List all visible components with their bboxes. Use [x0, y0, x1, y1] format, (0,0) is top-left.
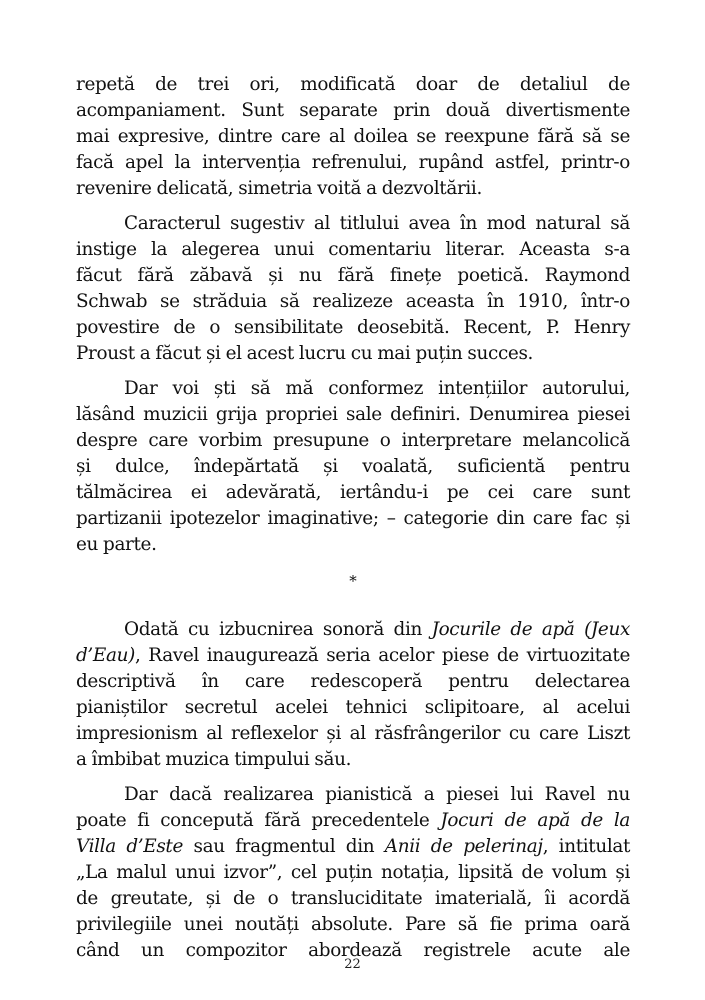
text-line: partizanii ipotezelor imaginative; – categorie din care fac și — [76, 508, 630, 529]
text-line: „La malul unui izvor”, cel puțin notația, lipsită de volum și — [76, 862, 630, 883]
text-line: privilegiile unei noutăți absolute. Pare să fie prima oară — [76, 914, 630, 935]
italic-title: d’Eau) — [76, 645, 135, 666]
text-line — [76, 617, 630, 643]
text-line: Caracterul sugestiv al titlului avea în mod natural să — [124, 213, 630, 234]
italic-title: Villa d’Este — [76, 836, 183, 857]
text-line: făcut fără zăbavă și nu fără finețe poetică. Raymond — [76, 265, 630, 286]
text-line: mai expresive, dintre care al doilea se reexpune fără să se — [76, 126, 630, 147]
text-line: de greutate, și de o transluciditate imaterială, îi acordă — [76, 888, 630, 909]
page-number: 22 — [344, 957, 361, 972]
paragraph-3 — [76, 376, 630, 558]
text-line: repetă de trei ori, modificată doar de detaliul de — [76, 74, 630, 95]
text-line: când un compozitor abordează registrele acute ale — [76, 940, 630, 961]
page-body — [76, 72, 630, 964]
text-line: Dar dacă realizarea pianistică a piesei lui Ravel nu — [124, 784, 630, 805]
italic-title: Jocurile de apă (Jeux — [431, 619, 630, 640]
text-line: Schwab se străduia să realizeze aceasta în 1910, într-o — [76, 291, 630, 312]
text-line: acompaniament. Sunt separate prin două divertismente — [76, 100, 630, 121]
text-run: , intitulat — [542, 836, 631, 857]
text-line — [76, 808, 630, 834]
paragraph-4 — [76, 617, 630, 773]
text-run: sau fragmentul din — [182, 836, 385, 857]
text-line: lăsând muzicii grija propriei sale definiri. Denumirea piesei — [76, 404, 630, 425]
text-line: impresionism al reflexelor și al răsfrângerilor cu care Liszt — [76, 723, 630, 744]
text-run: poate fi concepută fără precedentele — [76, 810, 441, 831]
italic-title: Anii de pelerinaj — [384, 836, 543, 857]
text-line: Proust a făcut și el acest lucru cu mai puțin succes. — [76, 343, 534, 364]
text-line: și dulce, îndepărtată și voalată, suficientă pentru — [76, 456, 630, 477]
text-run: , Ravel inaugurează seria acelor piese de virtuozitate — [134, 645, 630, 666]
text-line: descriptivă în care redescoperă pentru delectarea — [76, 671, 630, 692]
text-line: Dar voi ști să mă conformez intențiilor autorului, — [124, 378, 630, 399]
paragraph-2 — [76, 211, 630, 367]
text-line — [76, 834, 630, 860]
text-line: facă apel la intervenția refrenului, rupând astfel, printr-o — [76, 152, 630, 173]
italic-title: Jocuri de apă de la — [440, 810, 630, 831]
text-line: tălmăcirea ei adevărată, iertându-i pe cei care sunt — [76, 482, 630, 503]
text-line: instige la alegerea unui comentariu literar. Aceasta s-a — [76, 239, 630, 260]
text-run: Odată cu izbucnirea sonoră din — [124, 619, 432, 640]
text-line — [76, 643, 630, 669]
paragraph-1 — [76, 72, 630, 202]
paragraph-5 — [76, 782, 630, 964]
text-line: povestire de o sensibilitate deosebită. Recent, P. Henry — [76, 317, 630, 338]
text-line: a îmbibat muzica timpului său. — [76, 749, 352, 770]
text-line: eu parte. — [76, 534, 157, 555]
text-line: pianiștilor secretul acelei tehnici sclipitoare, al acelui — [76, 697, 630, 718]
text-line: despre care vorbim presupune o interpretare melancolică — [76, 430, 630, 451]
section-separator: * — [349, 572, 357, 590]
text-line: revenire delicată, simetria voită a dezvoltării. — [76, 178, 482, 199]
